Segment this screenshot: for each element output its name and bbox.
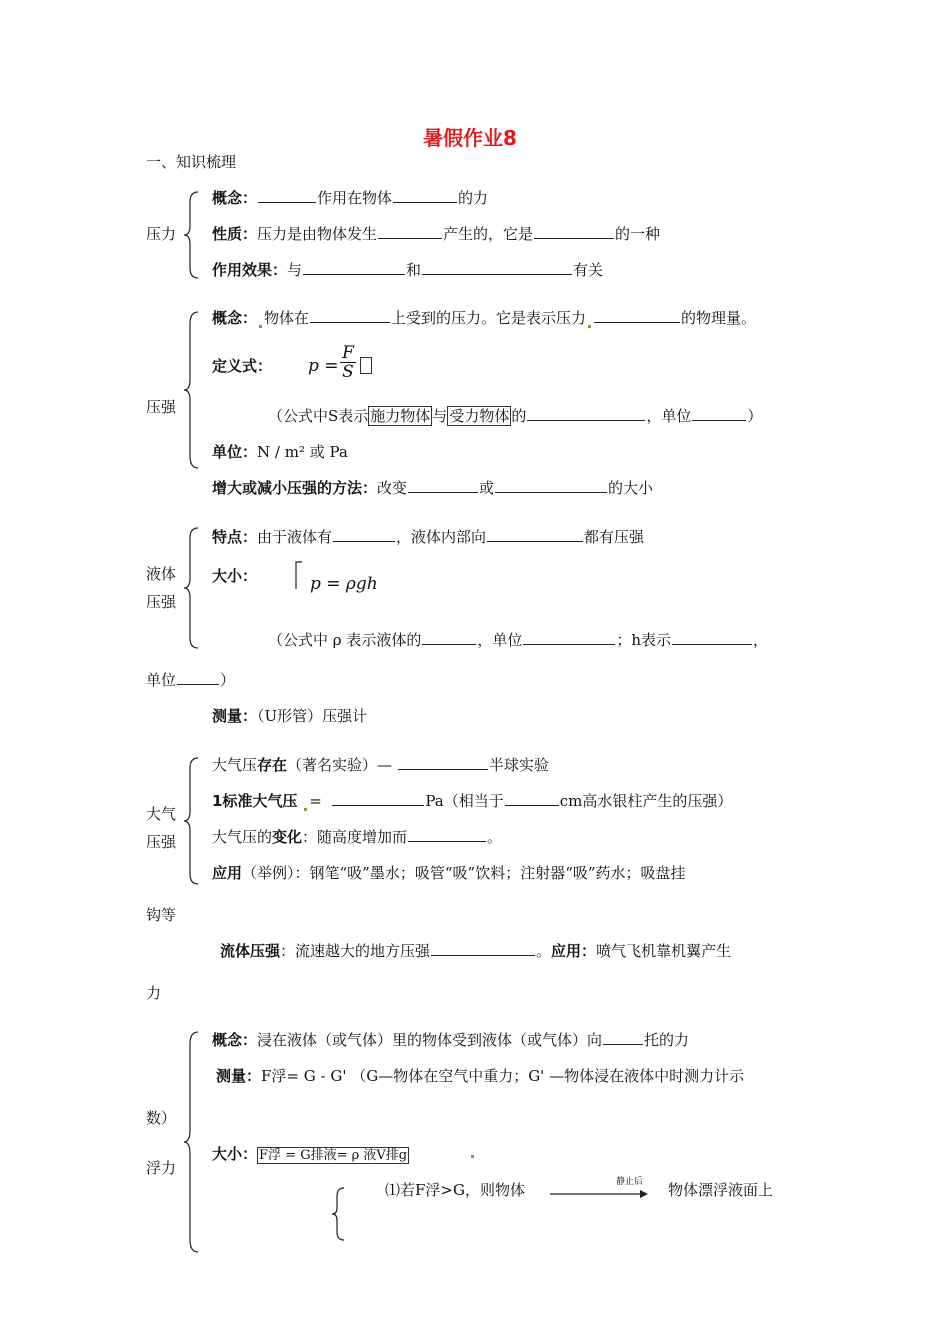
text: 都有压强 [584,528,645,546]
pressure-formula [308,356,339,376]
text: 浸在液体（或气体）里的物体受到液体（或气体）向 [257,1031,603,1049]
pressure-nature-label: 性质： [212,225,258,243]
text: 大气压 [212,756,258,774]
blank[interactable] [408,478,478,493]
text: ；h表示 [616,631,672,649]
intensity-label: 压强 [146,398,177,416]
atm-application-cont: 钩等 [146,906,177,924]
blank[interactable] [495,478,607,493]
text: （举例）：钢笔“吸”墨水；吸管“吸”饮料；注射器“吸”药水；吸盘挂 [242,864,686,882]
pressure-effect [212,260,603,280]
blank[interactable] [692,406,746,421]
text: 的力 [458,189,489,207]
formula-bracket [294,561,304,591]
marker-dot [471,1155,474,1158]
text: ，单位 [477,631,523,649]
formula-lhs: p = [308,356,339,376]
label: 测量： [216,1067,262,1085]
text: ，单位 [646,407,692,425]
blank[interactable] [303,260,405,275]
blank[interactable] [487,527,583,542]
label: 应用 [212,864,243,882]
text: 的物理量。 [681,309,757,327]
text: （U形管）压强计 [257,707,368,725]
pressure-label: 压力 [146,225,177,243]
page-title: 暑假作业8 [423,126,517,150]
blank[interactable] [378,224,442,239]
blank[interactable] [505,791,559,806]
blank[interactable] [594,308,680,323]
text: 压力是由物体发生 [257,225,378,243]
text: 托的力 [644,1031,690,1049]
blank[interactable] [408,827,486,842]
boxed-text: 受力物体 [449,407,510,425]
pressure-concept [212,188,488,208]
text: 半球实验 [488,756,549,774]
text: ：流速越大的地方压强 [280,942,431,960]
marker-dot [588,325,591,328]
placeholder-box [360,357,372,374]
flow-cont: 力 [146,984,162,1002]
blank[interactable] [310,308,390,323]
case-brace [330,1186,348,1242]
label: 增大或减小压强的方法： [212,479,378,497]
label: 测量： [212,707,258,725]
label: 大小： [212,567,258,585]
text: 。 [487,828,503,846]
text: 由于液体有 [257,528,333,546]
intensity-note [268,406,762,426]
atm-standard [212,791,732,811]
intensity-concept-label: 概念： [212,309,258,327]
flow-pressure [220,941,731,961]
atm-label-1: 大气 [146,805,177,823]
intensity-concept [212,308,756,328]
label: 大小： [212,1145,258,1163]
text-bold: 存在 [257,756,288,774]
numerator: F [342,343,354,363]
pressure-brace [182,190,204,280]
unit-value: N / m² 或 Pa [257,443,348,461]
atm-change [212,827,502,847]
marker-dot [304,808,307,811]
text: 。 [536,942,552,960]
buoyancy-measure [216,1066,744,1086]
text: ：随高度增加而 [302,828,408,846]
atm-brace [182,756,204,886]
text: F浮= G - G' （G—物体在空气中重力；G' —物体浸在液体中时测力计示 [261,1067,745,1085]
atm-exist [212,755,549,775]
pressure-effect-label: 作用效果： [212,261,288,279]
blank[interactable] [431,941,535,956]
formula-fraction [340,344,356,381]
liquid-label-2: 压强 [146,593,177,611]
buoyancy-brace [182,1030,204,1254]
text: 作用在物体 [317,189,393,207]
blank[interactable] [393,188,457,203]
arrow-label: 静止后 [616,1177,644,1187]
label: 应用： [551,942,597,960]
text: 与 [432,407,448,425]
blank[interactable] [422,260,572,275]
blank[interactable] [422,630,476,645]
buoyancy-formula: F浮 = G排液= ρ 液V排g [259,1148,408,1163]
intensity-unit [212,442,348,462]
buoyancy-case1-result: 物体漂浮液面上 [668,1181,774,1199]
text: 产生的，它是 [443,225,534,243]
liquid-note [268,630,768,650]
label: 1标准大气压 [212,792,298,810]
intensity-method [212,478,653,498]
liquid-brace [182,526,204,650]
blank[interactable] [603,1030,643,1045]
marker-dot [259,325,262,328]
liquid-formula: p = ρgh [310,574,378,594]
text: ， [753,631,769,649]
text: ，液体内部向 [396,528,487,546]
blank[interactable] [332,791,424,806]
text: 物体在 [264,309,310,327]
intensity-def-label [212,356,272,376]
liquid-label-1: 液体 [146,565,177,583]
blank[interactable] [398,755,488,770]
text: （公式中 ρ 表示液体的 [268,631,422,649]
boxed-text: 施力物体 [370,407,431,425]
label: 流体压强 [220,942,281,960]
blank[interactable] [258,188,316,203]
text: 有关 [573,261,604,279]
liquid-feature [212,527,644,547]
intensity-brace [182,310,204,470]
label: 概念： [212,1031,258,1049]
text-bold: 变化 [272,828,303,846]
text: 改变 [377,479,408,497]
text: （公式中S表示 [268,407,369,425]
buoyancy-label: 浮力 [146,1159,177,1177]
denominator: S [340,362,356,381]
liquid-size-label [212,566,257,586]
text: 大气压的 [212,828,273,846]
blank[interactable] [177,670,219,685]
buoyancy-size [212,1144,409,1166]
blank[interactable] [333,527,395,542]
label: 特点： [212,528,258,546]
text: （著名实验）— [287,756,393,774]
blank[interactable] [672,630,752,645]
text: 的大小 [608,479,654,497]
buoyancy-measure-cont: 数） [146,1109,177,1127]
blank[interactable] [527,406,645,421]
text: 喷气飞机靠机翼产生 [596,942,732,960]
text: Pa（相当于 [425,792,504,810]
liquid-measure [212,706,367,726]
label: 定义式： [212,357,273,375]
buoyancy-concept [212,1030,689,1050]
text: cm高水银柱产生的压强） [559,792,733,810]
text: 单位 [146,671,177,689]
text: ） [747,407,763,425]
blank[interactable] [534,224,614,239]
liquid-unit [146,670,235,690]
label: 单位： [212,443,258,461]
pressure-concept-label: 概念： [212,189,258,207]
text: 和 [406,261,422,279]
text: 的一种 [615,225,661,243]
text: 上受到的压力。它是表示压力 [391,309,587,327]
text: 的 [511,407,527,425]
atm-label-2: 压强 [146,833,177,851]
text: = [309,792,322,810]
text: 与 [287,261,303,279]
section-heading: 一、知识梳理 [146,153,237,171]
text: 或 [479,479,495,497]
text: ⑴若F浮>G，则物体 [385,1181,525,1199]
atm-application [212,863,686,883]
text: ） [220,671,236,689]
blank[interactable] [523,630,615,645]
buoyancy-case1 [385,1180,525,1200]
pressure-nature [212,224,660,244]
